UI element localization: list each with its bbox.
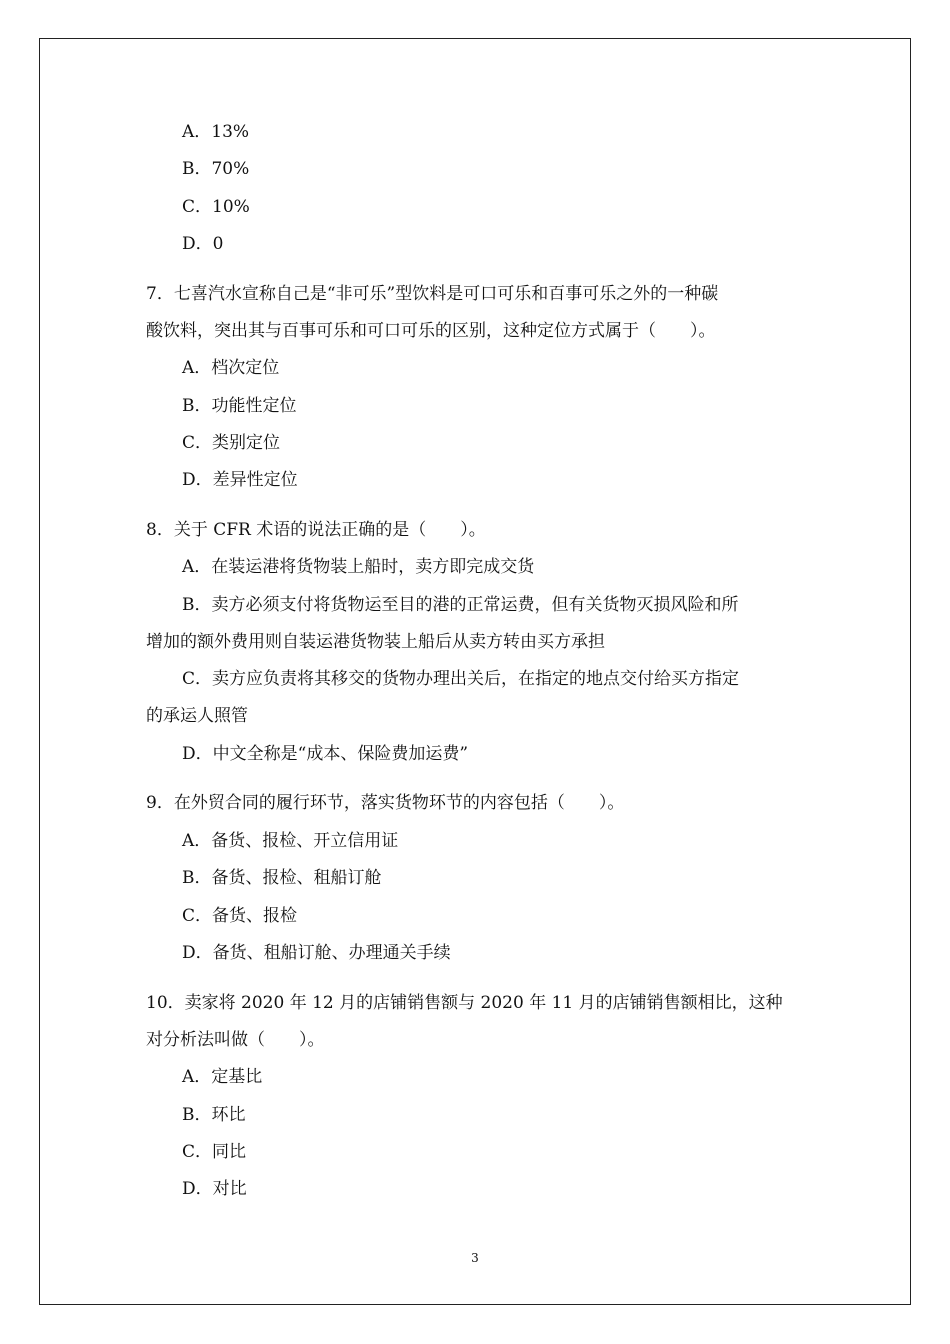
- q8-option-c-line-1: C．卖方应负责将其移交的货物办理出关后，在指定的地点交付给买方指定: [182, 669, 740, 689]
- q9-stem: 9．在外贸合同的履行环节，落实货物环节的内容包括（ ）。: [146, 793, 625, 813]
- q8-stem: 8．关于 CFR 术语的说法正确的是（ ）。: [146, 520, 486, 540]
- page-number: 3: [471, 1251, 479, 1265]
- q7-option-d: D．差异性定位: [182, 470, 298, 490]
- q8-option-a: A．在装运港将货物装上船时，卖方即完成交货: [182, 557, 535, 577]
- q10-option-b: B．环比: [182, 1105, 246, 1125]
- q6-option-c: C．10%: [182, 197, 250, 217]
- q10-option-d: D．对比: [182, 1179, 247, 1199]
- q9-option-c: C．备货、报检: [182, 906, 298, 926]
- q9-option-d: D．备货、租船订舱、办理通关手续: [182, 943, 451, 963]
- q6-option-b: B．70%: [182, 159, 250, 179]
- q9-option-b: B．备货、报检、租船订舱: [182, 868, 382, 888]
- q8-option-d: D．中文全称是“成本、保险费加运费”: [182, 744, 469, 764]
- q10-stem-line-2: 对分析法叫做（ ）。: [146, 1030, 325, 1050]
- q7-option-a: A．档次定位: [182, 358, 280, 378]
- q7-option-b: B．功能性定位: [182, 396, 297, 416]
- q6-option-d: D．0: [182, 234, 224, 254]
- q8-option-b-line-2: 增加的额外费用则自装运港货物装上船后从卖方转由买方承担: [146, 632, 605, 652]
- q7-option-c: C．类别定位: [182, 433, 281, 453]
- q8-option-c-line-2: 的承运人照管: [146, 706, 248, 726]
- q10-stem-line-1: 10．卖家将 2020 年 12 月的店铺销售额与 2020 年 11 月的店铺销售额相比，这种: [146, 993, 783, 1013]
- q8-option-b-line-1: B．卖方必须支付将货物运至目的港的正常运费，但有关货物灭损风险和所: [182, 595, 739, 615]
- q6-option-a: A．13%: [182, 122, 250, 142]
- q7-stem-line-1: 7．七喜汽水宣称自己是“非可乐”型饮料是可口可乐和百事可乐之外的一种碳: [146, 284, 719, 304]
- q10-option-a: A．定基比: [182, 1067, 263, 1087]
- q10-option-c: C．同比: [182, 1142, 247, 1162]
- q9-option-a: A．备货、报检、开立信用证: [182, 831, 399, 851]
- q7-stem-line-2: 酸饮料，突出其与百事可乐和可口可乐的区别，这种定位方式属于（ ）。: [146, 321, 716, 341]
